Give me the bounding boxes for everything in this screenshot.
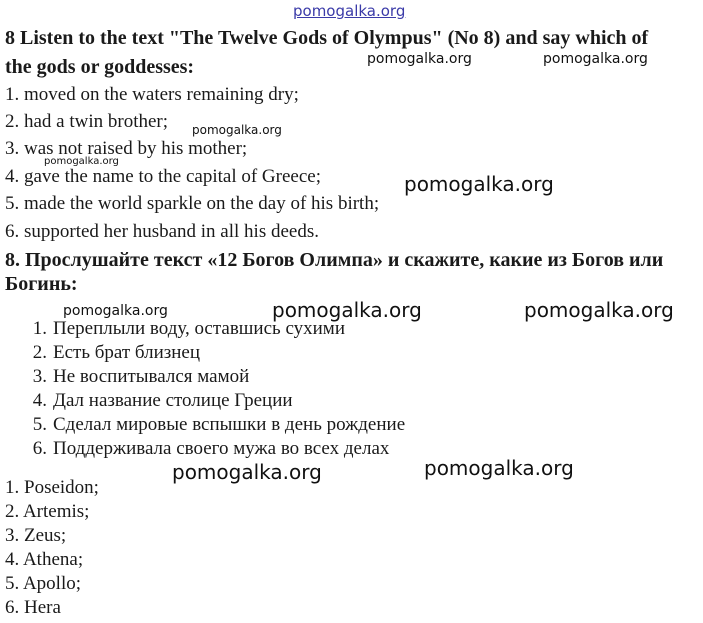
list-text: Не воспитывался мамой bbox=[53, 366, 250, 387]
watermark: pomogalka.org bbox=[424, 456, 574, 480]
list-text: Есть брат близнец bbox=[53, 342, 201, 363]
task-item-ru-2 bbox=[21, 342, 200, 364]
list-number: 3. bbox=[32, 366, 47, 387]
task-heading-en-line2: the gods or goddesses: bbox=[5, 56, 195, 78]
task-item-ru-1 bbox=[21, 318, 345, 340]
answer-4: 4. Athena; bbox=[5, 549, 84, 570]
task-item-ru-5 bbox=[21, 414, 405, 436]
answer-3: 3. Zeus; bbox=[5, 525, 67, 546]
task-item-ru-6 bbox=[21, 438, 389, 460]
list-text: Сделал мировые вспышки в день рождение bbox=[53, 414, 406, 435]
task-item-en-1: 1. moved on the waters remaining dry; bbox=[5, 84, 299, 105]
watermark: pomogalka.org bbox=[192, 123, 282, 137]
watermark: pomogalka.org bbox=[63, 303, 168, 319]
answer-6: 6. Hera bbox=[5, 597, 61, 618]
watermark: pomogalka.org bbox=[172, 460, 322, 484]
watermark: pomogalka.org bbox=[367, 51, 472, 67]
list-text: Поддерживала своего мужа во всех делах bbox=[53, 438, 390, 459]
list-number: 6. bbox=[32, 438, 47, 459]
answer-2: 2. Artemis; bbox=[5, 501, 90, 522]
answer-5: 5. Apollo; bbox=[5, 573, 82, 594]
list-text: Переплыли воду, оставшись сухими bbox=[53, 318, 345, 339]
task-item-ru-3 bbox=[21, 366, 249, 388]
task-item-en-4: 4. gave the name to the capital of Greece; bbox=[5, 166, 321, 187]
list-number: 4. bbox=[32, 390, 47, 411]
list-number: 5. bbox=[32, 414, 47, 435]
task-heading-en-line1: 8 Listen to the text "The Twelve Gods of Olympus" (No 8) and say which of bbox=[5, 27, 649, 49]
task-item-en-3: 3. was not raised by his mother; bbox=[5, 138, 248, 159]
task-item-en-2: 2. had a twin brother; bbox=[5, 111, 169, 132]
task-item-en-5: 5. made the world sparkle on the day of his birth; bbox=[5, 193, 380, 214]
task-item-ru-4 bbox=[21, 390, 293, 412]
watermark: pomogalka.org bbox=[404, 172, 554, 196]
watermark: pomogalka.org bbox=[543, 51, 648, 67]
task-heading-ru-line2: Богинь: bbox=[5, 273, 78, 295]
list-number: 2. bbox=[32, 342, 47, 363]
watermark: pomogalka.org bbox=[524, 298, 674, 322]
watermark: pomogalka.org bbox=[272, 298, 422, 322]
list-number: 1. bbox=[32, 318, 47, 339]
list-text: Дал название столице Греции bbox=[53, 390, 293, 411]
task-item-en-6: 6. supported her husband in all his deeds. bbox=[5, 221, 319, 242]
answer-1: 1. Poseidon; bbox=[5, 477, 99, 498]
watermark: pomogalka.org bbox=[44, 156, 119, 167]
task-heading-ru-line1: 8. Прослушайте текст «12 Богов Олимпа» и скажите, какие из Богов или bbox=[5, 249, 664, 271]
watermark-top: pomogalka.org bbox=[293, 2, 406, 20]
